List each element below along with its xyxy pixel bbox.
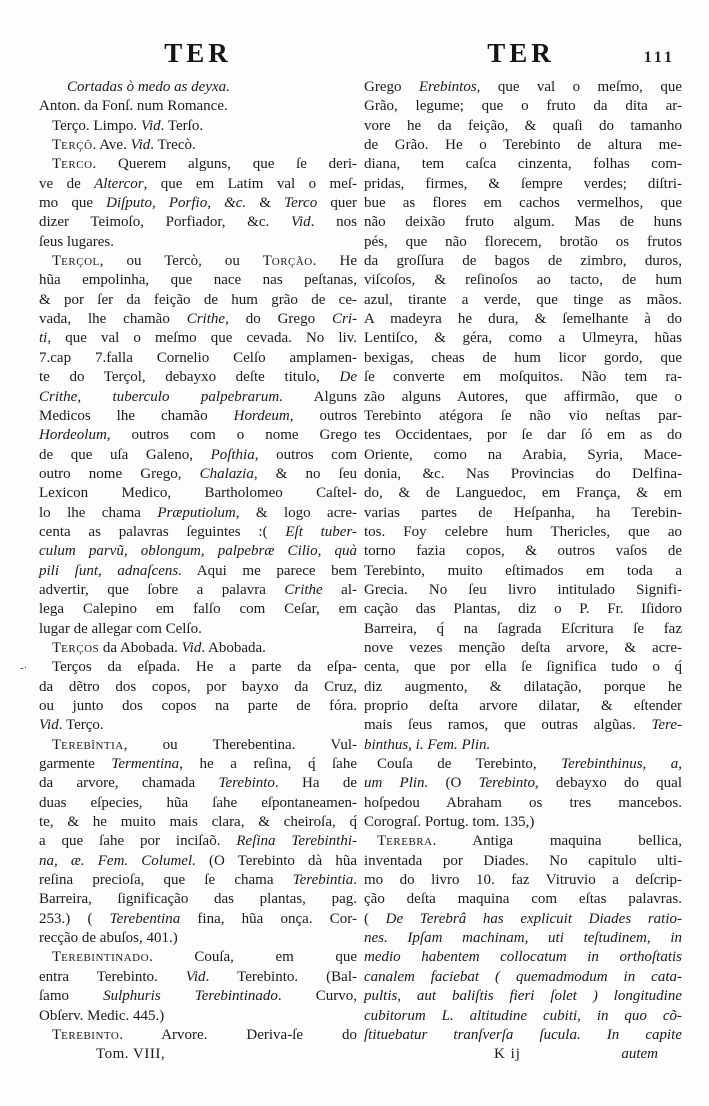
text-line: te, & he muito mais clara, & cheiroſa, q́ <box>39 814 357 831</box>
text-line: da dẽtro dos copos, por bayxo da Cruz, <box>39 678 357 695</box>
text-line: hũa empolinha, que nace nas peſtanas, <box>39 272 357 289</box>
text-line: tos. Foy celebre hum Thericles, que ao <box>364 523 682 540</box>
text-columns <box>20 78 683 1065</box>
text-line: Lentiſco, & géra, como a Ulmeyra, hũas <box>364 330 682 347</box>
text-line: 7.cap 7.falla Cornelio Celſo amplamen- <box>39 349 357 366</box>
text-line: garmente Termentina, he a reſina, q́ ſahe <box>39 756 357 773</box>
text-line: de que uſa Galeno, Poſthia, outros com <box>39 446 357 463</box>
text-line: mo do livro 10. faz Vitruvio a deſcrip- <box>364 872 682 889</box>
text-line: duas eſpecies, hũa ſahe eſpontaneamen- <box>39 794 357 811</box>
text-line: ſtituebatur tranſverſa ſucula. In capite <box>364 1026 682 1043</box>
text-line: Anton. da Fonſ. num Romance. <box>39 98 228 115</box>
text-line: medio habentem collocatum in orthoſtatis <box>364 949 682 966</box>
page-number: 111 <box>643 49 675 66</box>
text-line: Terebîntia, ou Therebentina. Vul- <box>52 736 357 753</box>
text-line: Terços da eſpada. He a parte da eſpa- -· <box>39 658 357 677</box>
text-line: da arvore, chamada Terebinto. Ha de <box>39 775 357 792</box>
text-line: viſcoſos, & reſinoſos ao tacto, de hum <box>364 272 682 289</box>
text-line: te do Terçol, debayxo deſte titulo, De <box>39 369 357 386</box>
text-line: Tom. VIII, <box>96 1046 166 1063</box>
text-line: do, & de Languedoc, em França, & em <box>364 485 682 502</box>
text-line <box>364 1045 682 1064</box>
text-line: vore he da feição, & quaſi do tamanho <box>364 117 682 134</box>
text-line: nes. Ipſam machinam, uti teſtudinem, in <box>364 930 682 947</box>
text-line: na, æ. Fem. Columel. (O Terebinto dà hũa <box>39 852 357 869</box>
text-line: bexigas, cheas de hum licor gordo, que <box>364 349 682 366</box>
text-line: hoſpedou Abraham os tres mancebos. <box>364 794 682 811</box>
text-line: ſamo Sulphuris Terebintinado. Curvo, <box>39 988 357 1005</box>
text-line: Terços da Abobada. Vid. Abobada. <box>52 639 266 656</box>
text-line: da groſſura de bagos de zimbro, duros, <box>364 253 682 270</box>
text-line: culum parvũ, oblongum, palpebræ Cilio, quà <box>39 543 357 560</box>
text-line: & por ſer da feição de hum grão de ce- <box>39 291 357 308</box>
text-line: Terco. Querem alguns, que ſe deri- <box>52 156 357 173</box>
text-line: Grão, legume; que o fruto da dita ar- <box>364 98 682 115</box>
text-line: reſina precioſa, que ſe chama Terebintia. <box>39 872 357 889</box>
text-line: Grecia. No ſeu livro intitulado Signifi- <box>364 581 682 598</box>
text-line: lo lhe chama Præputiolum, & logo acre- <box>39 504 357 521</box>
text-line: torno fazia copos, & outros vaſos de <box>364 543 682 560</box>
text-line: diz augmento, & dilatação, porque he <box>364 678 682 695</box>
text-line: zão alguns Autores, que affirmão, que o <box>364 388 682 405</box>
gathering-signature: K ij <box>494 1046 521 1063</box>
text-line: Terebinto, muito eſtimados em toda a <box>364 562 682 579</box>
text-line: Vid. Terço. <box>39 717 104 734</box>
text-line: de Grão. He o Terebinto de altura me- <box>364 137 682 154</box>
text-line: cubitorum L. altitudine cubiti, in quo cõ- <box>364 1007 682 1024</box>
text-line: Hordeolum, outros com o nome Grego <box>39 427 357 444</box>
text-line: canalem faciebat ( quemadmodum in cata- <box>364 968 682 985</box>
text-line: diana, tem caſca cinzenta, folhas com- <box>364 156 682 173</box>
text-line: inventada por Diades. No capitulo ulti- <box>364 852 682 869</box>
text-line: Terebinto. Arvore. Deriva-ſe do <box>52 1026 357 1043</box>
text-line: ve de Altercor, que em Latim val o meſ- <box>39 175 357 192</box>
text-line: a que ſahe por inciſaõ. Reſina Terebinthi- <box>39 833 357 850</box>
text-line: Barreira, q́ na ſagrada Eſcritura ſe faz <box>364 620 682 637</box>
left-column <box>20 78 358 1065</box>
text-line: ſeus lugares. <box>39 233 114 250</box>
catchword: autem <box>621 1046 658 1063</box>
text-line: lugar de allegar com Celſo. <box>39 620 202 637</box>
text-line: ( De Terebrâ has explicuit Diades ratio- <box>364 910 682 927</box>
text-line: ti, que val o meſmo que cevada. No liv. <box>39 330 357 347</box>
text-line: Terçol, ou Tercò, ou Torção. He <box>52 253 357 270</box>
text-line: pili ſunt, adnaſcens. Aqui me parece bem <box>39 562 357 579</box>
text-line: Terebintinado. Couſa, em que <box>52 949 357 966</box>
text-line: centa as palavras ſeguintes :( Eſt tuber- <box>39 523 357 540</box>
text-line: Terço. Limpo. Vid. Terſo. <box>52 117 204 134</box>
text-line: donia, &c. Nas Provincias do Delfina- <box>364 465 682 482</box>
text-line: azul, tirante a verde, que tinge as mãos. <box>364 291 682 308</box>
text-line: vada, lhe chamão Crithe, do Grego Cri- <box>39 311 357 328</box>
text-line: recção de abuſos, 401.) <box>39 930 178 947</box>
text-line: proprio deſta arvore dilatar, & eſtender <box>364 698 682 714</box>
text-line: A madeyra he dura, & ſemelhante à do <box>364 311 682 328</box>
text-line: ou junto dos copos na parte de fóra. <box>39 698 357 714</box>
text-line: ção deſta maquina com eſtas palavras. <box>364 891 682 908</box>
text-line: Couſa de Terebinto, Terebinthinus, a, <box>377 756 682 773</box>
text-line: pridas, firmes, & ſempre verdes; diſtri- <box>364 175 682 192</box>
text-line: binthus, i. Fem. Plin. <box>364 736 491 753</box>
text-line: dizer Teimoſo, Porfiador, &c. Vid. nos <box>39 214 357 231</box>
text-line: Obſerv. Medic. 445.) <box>39 1007 165 1024</box>
text-line: entra Terebinto. Vid. Terebinto. (Bal- <box>39 968 357 985</box>
text-line: outro nome Grego, Chalazia, & no ſeu <box>39 465 357 482</box>
text-line: lega Calepino em falſo com Ceſar, em <box>39 601 357 618</box>
text-line: 253.) ( Terebentina fina, hũa onça. Cor- <box>39 910 357 927</box>
text-line: pés, que não florecem, brotão os frutos <box>364 233 682 250</box>
running-title-right: TER <box>487 38 555 68</box>
text-line: bue as flores em cachos vermelhos, que <box>364 195 682 212</box>
text-line: Terebra. Antiga maquina bellica, <box>377 833 682 850</box>
text-line: não deixão fruto algum. Mas de huns <box>364 214 682 231</box>
text-line: tes Occidentaes, por ſe dar ſó em as do <box>364 427 682 444</box>
text-line: mo que Diſputo, Porfio, &c. & Terco quer <box>39 195 358 212</box>
text-line: advertir, que ſobre a palavra Crithe al- <box>39 581 357 598</box>
text-line: Lexicon Medico, Bartholomeo Caſtel- <box>39 485 357 502</box>
text-line: Corograſ. Portug. tom. 135,) <box>364 814 535 831</box>
text-line: mais ſeus ramos, que outras algũas. Tere- <box>364 717 682 734</box>
marginal-mark: -· <box>20 662 28 675</box>
text-line: Cortadas ò medo as deyxa. <box>67 79 230 95</box>
right-column <box>364 78 682 1065</box>
text-line: um Plin. (O Terebinto, debayxo do qual <box>364 775 683 792</box>
text-line: ſe converte em moſquitos. Não tem ra- <box>364 369 682 386</box>
running-title-left: TER <box>164 38 232 68</box>
text-line: Medicos lhe chamão Hordeum, outros <box>39 407 358 424</box>
text-line: Terçô. Ave. Vid. Trecò. <box>52 137 196 154</box>
text-line: nove vezes menção deſta arvore, & acre- <box>364 639 682 656</box>
text-line: Oriente, como na Arabia, Syria, Mace- <box>364 446 682 463</box>
text-line: Grego Erebintos, que val o meſmo, que <box>364 79 682 95</box>
text-line: cação das Plantas, diz o P. Fr. Iſidoro <box>364 601 682 618</box>
text-line: varias partes de Heſpanha, ha Terebin- <box>364 504 682 521</box>
text-line: centa, que por ella ſe ſignifica tudo o q́ <box>364 659 682 676</box>
text-line: Barreira, ſignificação das plantas, pag. <box>39 891 357 908</box>
text-line: Terebinto atégora ſe não vio neſtas par- <box>364 407 682 424</box>
text-line: Crithe, tuberculo palpebrarum. Alguns <box>39 388 357 405</box>
text-line: pultis, aut baliſtis fieri ſolet ) longitudine <box>364 988 682 1005</box>
